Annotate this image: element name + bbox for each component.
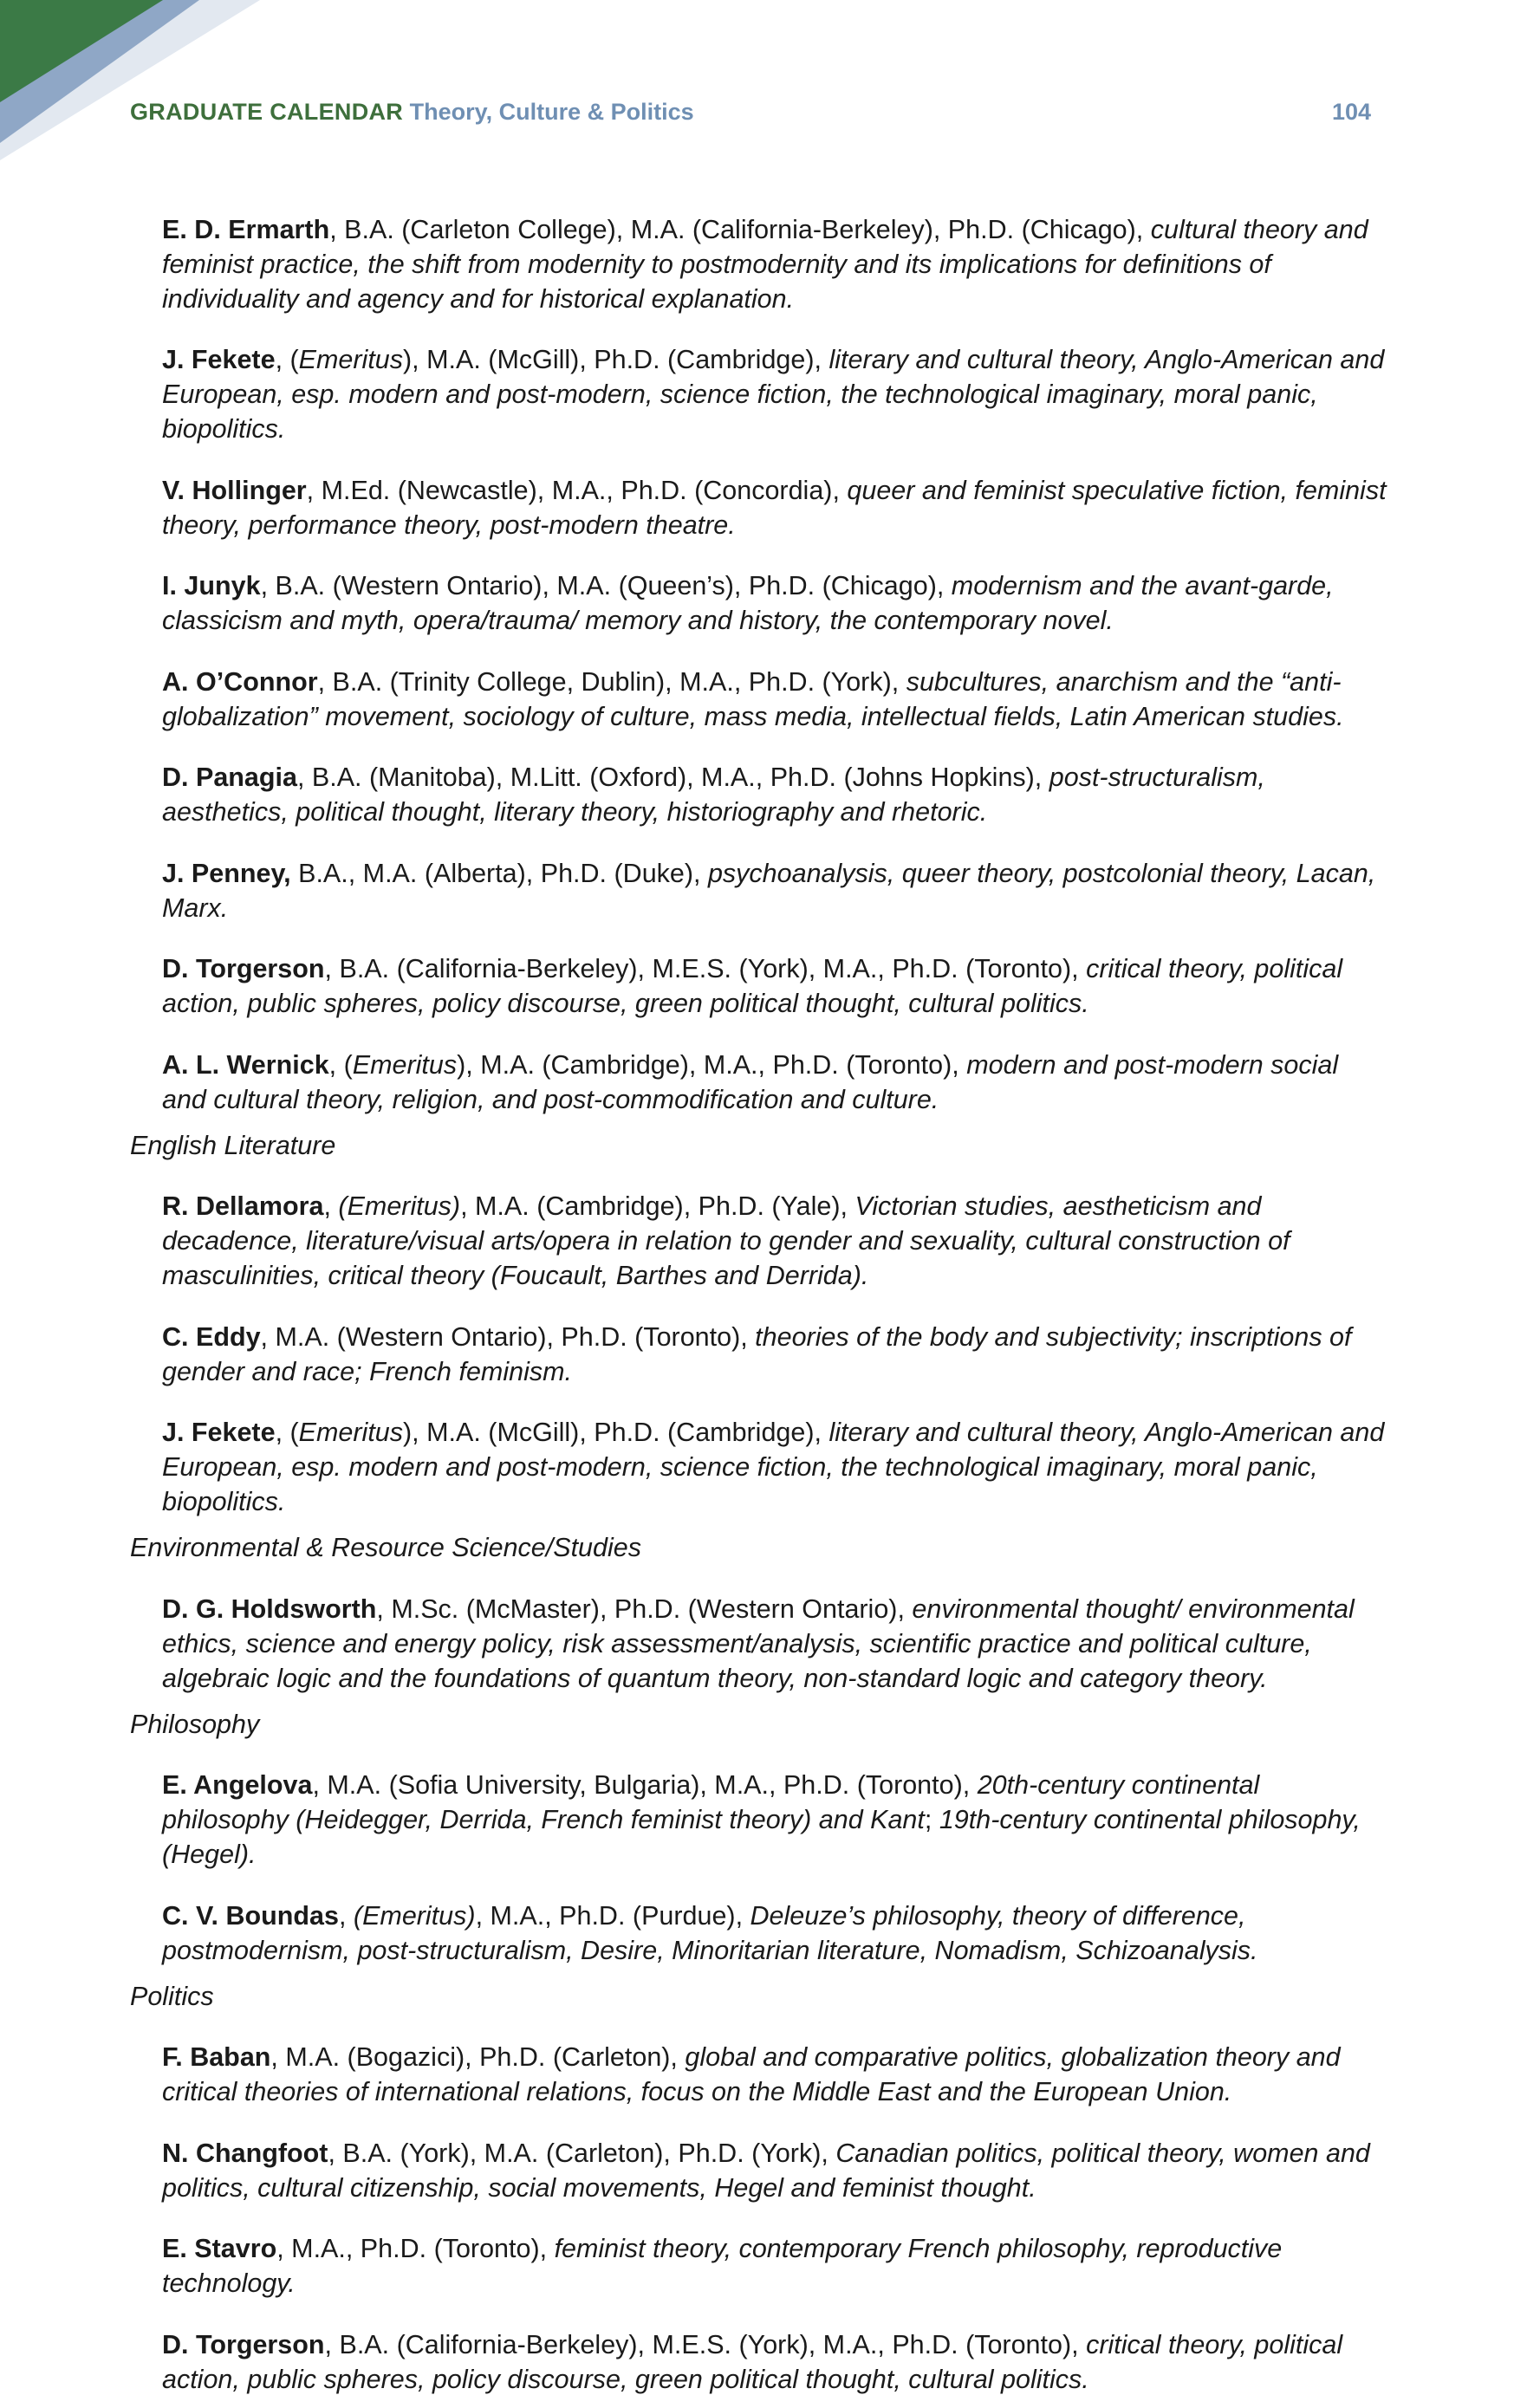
emeritus-label: (Emeritus) [338, 1191, 461, 1221]
faculty-entry [162, 1898, 1387, 1968]
faculty-interests: literary and cultural theory, Anglo-American and European, esp. modern and post-modern, science fiction, the technological imaginary, moral panic, biopolitics. [162, 345, 1385, 444]
faculty-name: E. Angelova [162, 1770, 313, 1800]
faculty-name: D. Panagia [162, 763, 297, 792]
faculty-degrees: , M.A. (Sofia University, Bulgaria), M.A., Ph.D. (Toronto), [312, 1770, 978, 1800]
faculty-name: F. Baban [162, 2042, 271, 2072]
faculty-interests-2: 19th-century continental philosophy,(Hegel). [162, 1805, 1361, 1869]
corner-decoration [0, 0, 260, 165]
faculty-entry [162, 665, 1387, 734]
faculty-interests: global and comparative politics, globalization theory and critical theories of international relations, focus on the Middle East and the European Union. [162, 2042, 1341, 2106]
punct: , ( [328, 1049, 353, 1080]
faculty-interests: feminist theory, contemporary French philosophy, reproductive technology. [162, 2234, 1283, 2298]
faculty-interests: Canadian politics, political theory, women and politics, cultural citizenship, social movements, Hegel and feminist thought. [162, 2138, 1370, 2203]
section-heading: Environmental & Resource Science/Studies [130, 1533, 641, 1562]
faculty-interests: subcultures, anarchism and the “anti-globalization” movement, sociology of culture, mass media, intellectual fields, Latin American studies. [162, 666, 1344, 731]
faculty-name: C. V. Boundas [162, 1900, 339, 1931]
section-heading: Politics [130, 1981, 214, 2011]
page-number: 104 [1331, 99, 1371, 125]
faculty-degrees: , M.A., Ph.D. (Purdue), [475, 1900, 751, 1931]
header-program-title: Theory, Culture & Politics [409, 99, 694, 125]
faculty-interests: queer and feminist speculative fiction, feminist theory, performance theory, post-modern theatre. [162, 475, 1387, 540]
faculty-degrees: , B.A. (Trinity College, Dublin), M.A., Ph.D. (York), [317, 666, 906, 697]
faculty-degrees: B.A., M.A. (Alberta), Ph.D. (Duke), [290, 858, 708, 888]
faculty-name: V. Hollinger [162, 475, 307, 505]
faculty-degrees: , M.A. (Western Ontario), Ph.D. (Toronto), [260, 1321, 756, 1352]
faculty-interests: post-structuralism, aesthetics, political thought, literary theory, historiography and rhetoric. [162, 763, 1265, 827]
emeritus-label: Emeritus [352, 1049, 458, 1080]
faculty-entry [162, 1320, 1387, 1389]
faculty-entry [162, 1415, 1387, 1519]
section-heading: Philosophy [130, 1709, 260, 1739]
faculty-entry [162, 1048, 1387, 1117]
header-calendar-title: GRADUATE CALENDAR [130, 99, 404, 125]
faculty-interests: critical theory, political action, public spheres, policy discourse, green political thought, cultural politics. [162, 954, 1343, 1018]
faculty-interests: modernism and the avant-garde, classicism and myth, opera/trauma/ memory and history, the contemporary novel. [162, 571, 1334, 635]
emeritus-label: Emeritus [298, 345, 404, 374]
faculty-degrees: , B.A. (York), M.A. (Carleton), Ph.D. (York), [328, 2138, 836, 2168]
faculty-name: J. Penney, [162, 858, 291, 888]
faculty-interests: Deleuze’s philosophy, theory of difference, postmodernism, post-structuralism, Desire, Minoritarian literature, Nomadism, Schizoanalysis. [162, 1900, 1258, 1965]
faculty-degrees: ), M.A. (McGill), Ph.D. (Cambridge), [403, 1418, 829, 1447]
faculty-degrees: , M.A., Ph.D. (Toronto), [276, 2234, 555, 2263]
faculty-name: E. Stavro [162, 2234, 277, 2263]
faculty-name: N. Changfoot [162, 2138, 328, 2168]
faculty-degrees: , B.A. (California-Berkeley), M.E.S. (York), M.A., Ph.D. (Toronto), [324, 2329, 1087, 2359]
faculty-entry [162, 2136, 1387, 2205]
page-header [130, 97, 1371, 127]
faculty-degrees: ), M.A. (McGill), Ph.D. (Cambridge), [403, 345, 829, 374]
faculty-degrees: , M.A. (Cambridge), Ph.D. (Yale), [460, 1191, 855, 1221]
faculty-name: A. O’Connor [162, 666, 318, 697]
faculty-degrees: , M.Ed. (Newcastle), M.A., Ph.D. (Concordia), [306, 475, 848, 505]
faculty-interests: Victorian studies, aestheticism and decadence, literature/visual arts/opera in relation to gender and sexuality, cultural construction of masculinities, critical theory (Foucault, Barthes and Derrida). [162, 1191, 1290, 1290]
faculty-name: A. L. Wernick [162, 1049, 329, 1080]
faculty-interests: environmental thought/ environmental ethics, science and energy policy, risk assessment/analysis, scientific practice and political culture, algebraic logic and the foundations of quantum theory, non-standard logic and category theory. [162, 1593, 1355, 1693]
faculty-name: D. Torgerson [162, 2329, 325, 2359]
punct: , ( [275, 1418, 299, 1447]
faculty-entry [162, 856, 1387, 925]
faculty-degrees: , B.A. (Manitoba), M.Litt. (Oxford), M.A., Ph.D. (Johns Hopkins), [296, 763, 1049, 792]
faculty-interests: literary and cultural theory, Anglo-American and European, esp. modern and post-modern, science fiction, the technological imaginary, moral panic, biopolitics. [162, 1418, 1385, 1516]
faculty-degrees: , M.A. (Bogazici), Ph.D. (Carleton), [270, 2042, 686, 2072]
faculty-name: R. Dellamora [162, 1191, 324, 1221]
faculty-entry [162, 568, 1387, 638]
faculty-name: I. Junyk [162, 571, 261, 600]
faculty-entry [162, 2040, 1387, 2109]
faculty-listing [130, 185, 1387, 2408]
faculty-entry [162, 951, 1387, 1021]
punct: ; [924, 1805, 939, 1834]
faculty-entry [162, 212, 1387, 316]
emeritus-label: (Emeritus) [353, 1900, 476, 1931]
faculty-name: D. G. Holdsworth [162, 1593, 377, 1624]
faculty-interests: 20th-century continental philosophy (Heidegger, Derrida, French feminist theory) and Kant [162, 1770, 1260, 1834]
faculty-name: J. Fekete [162, 1418, 276, 1447]
faculty-interests: theories of the body and subjectivity; inscriptions of gender and race; French feminism. [162, 1321, 1352, 1386]
punct: , [323, 1191, 339, 1221]
faculty-entry [162, 1189, 1387, 1293]
faculty-interests: cultural theory and feminist practice, the shift from modernity to postmodernity and its implications for definitions of individuality and agency and for historical explanation. [162, 214, 1368, 314]
section-heading: English Literature [130, 1130, 336, 1160]
faculty-degrees: , B.A. (California-Berkeley), M.E.S. (York), M.A., Ph.D. (Toronto), [324, 954, 1087, 983]
punct: , ( [275, 345, 299, 374]
faculty-entry [162, 342, 1387, 446]
faculty-interests: critical theory, political action, public spheres, policy discourse, green political thought, cultural politics. [162, 2329, 1343, 2394]
faculty-entry [162, 2231, 1387, 2301]
faculty-degrees: , B.A. (Carleton College), M.A. (California-Berkeley), Ph.D. (Chicago), [329, 214, 1151, 244]
faculty-entry [162, 2327, 1387, 2397]
punct: , [338, 1900, 354, 1931]
emeritus-label: Emeritus [298, 1418, 404, 1447]
faculty-degrees: , M.Sc. (McMaster), Ph.D. (Western Ontario), [376, 1593, 913, 1624]
faculty-degrees: , B.A. (Western Ontario), M.A. (Queen’s), Ph.D. (Chicago), [260, 571, 952, 600]
faculty-degrees: ), M.A. (Cambridge), M.A., Ph.D. (Toronto), [457, 1049, 967, 1080]
faculty-name: D. Torgerson [162, 954, 325, 983]
faculty-interests: psychoanalysis, queer theory, postcolonial theory, Lacan, Marx. [162, 858, 1376, 923]
faculty-interests: modern and post-modern social and cultural theory, religion, and post-commodification and culture. [162, 1049, 1339, 1114]
faculty-entry [162, 473, 1387, 542]
faculty-name: C. Eddy [162, 1321, 261, 1352]
faculty-entry [162, 1592, 1387, 1696]
faculty-name: E. D. Ermarth [162, 214, 330, 244]
faculty-entry [162, 1768, 1387, 1872]
faculty-name: J. Fekete [162, 345, 276, 374]
faculty-entry [162, 760, 1387, 829]
